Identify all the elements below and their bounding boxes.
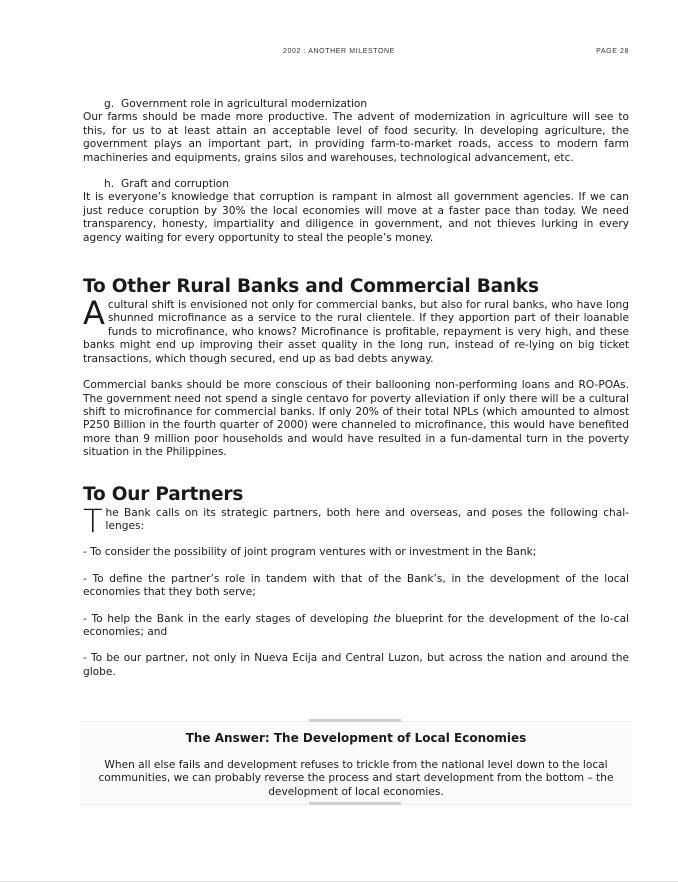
spacer: [83, 533, 629, 546]
banks-paragraph-1-text: cultural shift is envisioned not only for commercial banks, but also for rural banks, who have long shunned microfinance as a service to the rural clientele. If they apportion part of their loanable funds to microfinance, who knows? Microfinance is profitable, repayment is very high, and these banks might end up improving their asset quality in the long run, instead of re-lying on big ticket transactions, which though secured, end up as bad debts anyway.: [83, 299, 629, 365]
item-h-letter: h.: [104, 178, 115, 191]
banks-paragraph-1: [83, 294, 629, 366]
item-h-title: [104, 178, 629, 191]
partner-challenge-2: - To define the partner’s role in tandem with that of the Bank’s, in the development of the local economies that they both serve;: [83, 572, 629, 599]
dropcap-t: T: [83, 501, 103, 540]
spacer: [83, 600, 629, 613]
partner-challenge-3: - To help the Bank in the early stages of developing the blueprint for the development of the lo-cal economies; and: [83, 612, 630, 638]
spacer: [83, 366, 629, 379]
page-content: [83, 98, 629, 679]
banks-paragraph-2: Commercial banks should be more conscious of their ballooning non-performing loans and RO-POAs. The government need not spend a single centavo for poverty alleviation if only there will be a cultural shift to microfinance for commercial banks. If only 20% of their total NPLs (which amounted to almost P250 Billion in the fourth quarter of 2000) were channeled to microfinance, this would have benefited more than 9 million poor households and would have resulted in a fun-damental turn in the poverty situation in the Philippines.: [83, 379, 629, 459]
running-header: [0, 48, 678, 60]
partner-challenge-4: - To be our partner, not only in Nueva Ecija and Central Luzon, but across the nation and around the globe.: [83, 652, 629, 678]
answer-text: When all else fails and development refuses to trickle from the national level down to the local communities, we can probably reverse the process and start development from the bottom – the development of local economies.: [98, 759, 614, 798]
section-heading-partners: To Our Partners: [83, 483, 244, 505]
item-g-text: Our farms should be made more productive. The advent of modernization in agriculture will see to this, for us to at least attain an acceptable level of food security. In developing agriculture, the government plays an important part, in providing farm-to-market roads, access to modern farm machineries and equipments, grains silos and warehouses, technological advancement, etc.: [83, 111, 629, 164]
item-h-heading: Graft and corruption: [121, 178, 229, 191]
running-title: 2002 : ANOTHER MILESTONE: [283, 48, 395, 55]
section-heading-banks: To Other Rural Banks and Commercial Banks: [83, 276, 539, 298]
item-g-title: [104, 98, 629, 111]
answer-title: The Answer: The Development of Local Economies: [185, 731, 527, 745]
page-number: PAGE 28: [596, 48, 629, 55]
item-g-letter: g.: [104, 98, 115, 110]
callout-bottom-rule: [309, 802, 401, 805]
item-h-text: It is everyone’s knowledge that corruption is rampant in almost all government agencies. If we can just reduce coruption by 30% the local economies will move at a faster pace than today. We need transparency, honesty, impartiality and diligence in government, and not thieves lurking in every agency waiting for every opportunity to steal the people’s money.: [83, 191, 629, 244]
spacer: [83, 639, 629, 652]
partners-intro-text: he Bank calls on its strategic partners, both here and overseas, and poses the following chal-lenges:: [105, 506, 629, 532]
partner-challenge-1: - To consider the possibility of joint program ventures with or investment in the Bank;: [83, 546, 537, 559]
spacer: [83, 560, 629, 573]
partners-intro: [83, 501, 629, 540]
answer-callout-box: [80, 721, 632, 805]
item-g-heading: Government role in agricultural modernization: [121, 98, 368, 110]
dropcap-a: A: [83, 294, 105, 333]
spacer: [83, 165, 629, 178]
callout-top-rule: [309, 719, 401, 722]
